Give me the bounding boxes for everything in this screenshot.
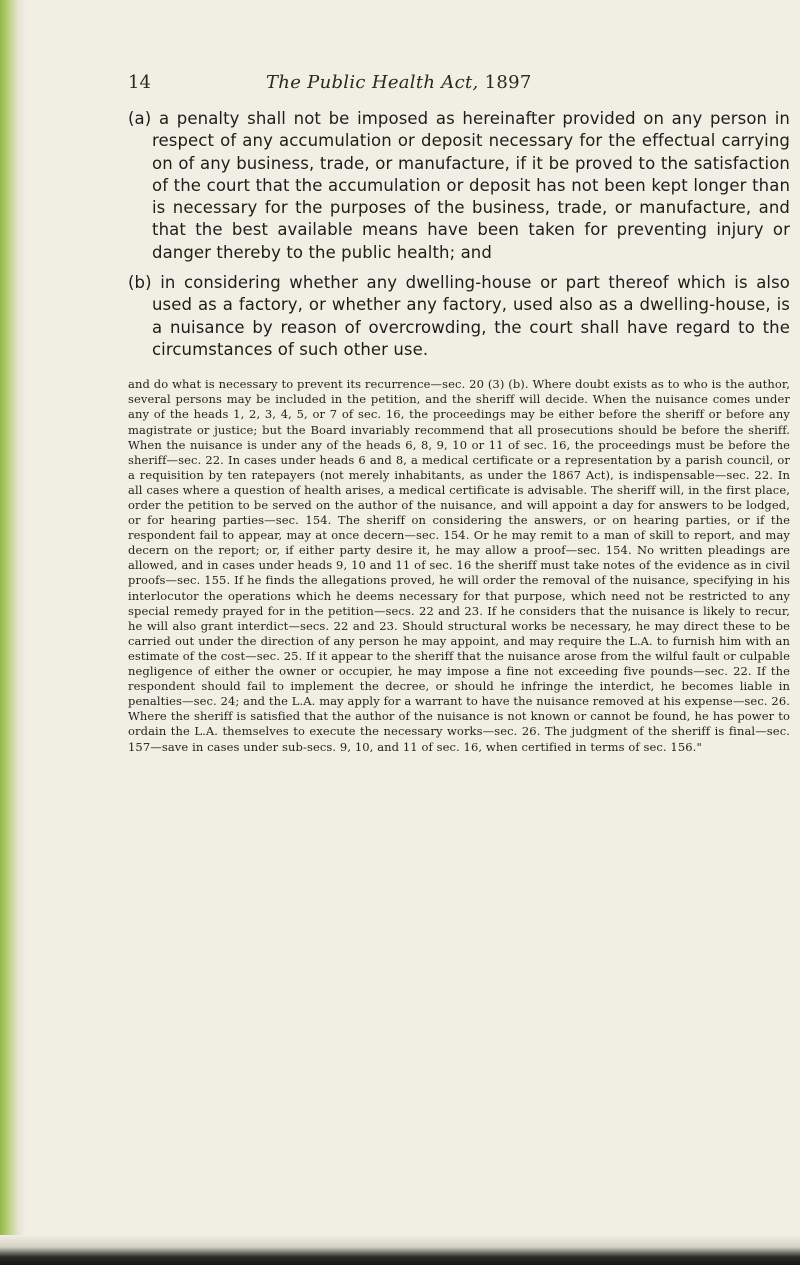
clause-a-label: (a) [128,109,152,128]
clause-b-label: (b) [128,273,152,293]
running-title-year: 1897 [484,72,532,93]
running-head [128,72,790,108]
clause-b-text: in considering whether any dwelling-house or part thereof which is also used as a factory, or whether any factory, used also as a dwelling-house, is a nuisance by reason of overcrowding, the court shall have regard to the circumstances of such other use. [152,273,790,359]
book-page [128,72,790,755]
page-binding-edge [0,0,26,1265]
page-bottom-edge [0,1235,800,1265]
running-title [266,72,532,93]
running-title-text: The Public Health Act, [266,72,479,93]
clause-b [128,272,790,361]
commentary-paragraph: and do what is necessary to prevent its recurrence—sec. 20 (3) (b). Where doubt exists as to who is the author, several persons may be included in the petition, and the sheriff will decide. When the nuisance comes under any of the heads 1, 2, 3, 4, 5, or 7 of sec. 16, the proceedings may be either before the sheriff or before any magistrate or justice; but the Board invariably recommend that all prosecutions should be before the sheriff. When the nuisance is under any of the heads 6, 8, 9, 10 or 11 of sec. 16, the proceedings must be before the sheriff—sec. 22. In cases under heads 6 and 8, a medical certificate or a representation by a parish council, or a requisition by ten ratepayers (not merely inhabitants, as under the 1867 Act), is indispensable—sec. 22. In all cases where a question of health arises, a medical certificate is advisable. The sheriff will, in the first place, order the petition to be served on the author of the nuisance, and will appoint a day for answers to be lodged, or for hearing parties—sec. 154. The sheriff on considering the answers, or on hearing parties, or if the respondent fail to appear, may at once decern—sec. 154. Or he may remit to a man of skill to report, and may decern on the report; or, if either party desire it, he may allow a proof—sec. 154. No written pleadings are allowed, and in cases under heads 9, 10 and 11 of sec. 16 the sheriff must take notes of the evidence as in civil proofs—sec. 155. If he finds the allegations proved, he will order the removal of the nuisance, specifying in his interlocutor the operations which he deems necessary for that purpose, which need not be restricted to any special remedy prayed for in the petition—secs. 22 and 23. If he considers that the nuisance is likely to recur, he will also grant interdict—secs. 22 and 23. Should structural works be necessary, he may direct these to be carried out under the direction of any person he may appoint, and may require the L.A. to furnish him with an estimate of the cost—sec. 25. If it appear to the sheriff that the nuisance arose from the wilful fault or culpable negligence of either the owner or occupier, he may impose a fine not exceeding five pounds—sec. 22. If the respondent should fail to implement the decree, or should he infringe the interdict, he becomes liable in penalties—sec. 24; and the L.A. may apply for a warrant to have the nuisance removed at his expense—sec. 26. Where the sheriff is satisfied that the author of the nuisance is not known or cannot be found, he has power to ordain the L.A. themselves to execute the necessary works—sec. 26. The judgment of the sheriff is final—sec. 157—save in cases under sub-secs. 9, 10, and 11 of sec. 16, when certified in terms of sec. 156." [128,377,790,754]
clause-a [128,108,790,264]
clause-a-text: a penalty shall not be imposed as hereinafter provided on any person in respect of any accumulation or deposit necessary for the effectual carrying on of any business, trade, or manufacture, if it be proved to the satisfaction of the court that the accumulation or deposit has not been kept longer than is necessary for the purposes of the business, trade, or manufacture, and that the best available means have been taken for preventing injury or danger thereby to the public health; and [152,109,790,262]
page-number: 14 [128,72,151,93]
